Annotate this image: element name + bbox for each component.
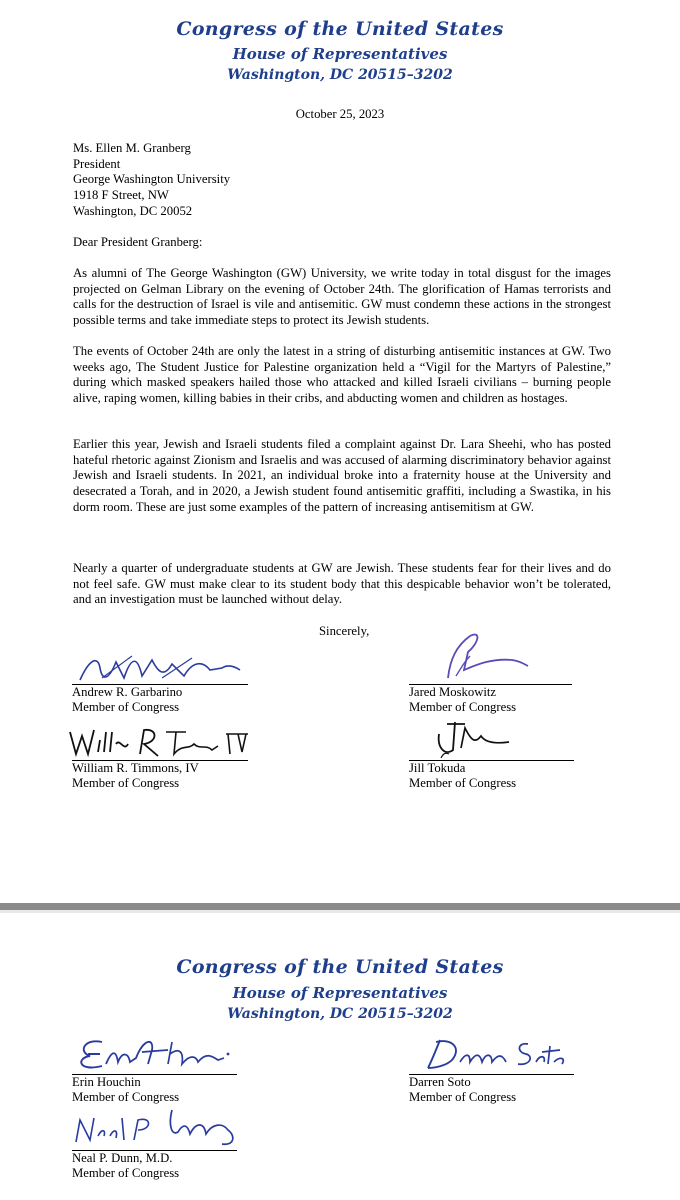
address-line: Ms. Ellen M. Granberg <box>73 141 191 155</box>
signer-title: Member of Congress <box>72 1090 180 1104</box>
signer-name: Jill Tokuda <box>409 761 466 775</box>
paragraph: The events of October 24th are only the latest in a string of disturbing antisemitic instances at GW. Two weeks ago, The Student Justice for Palestine organization held a “Vigil for the Martyrs of Palestine,” during which masked speakers hailed those who attacked and killed Israeli civilians – burning people alive, raping women, killing babies in their cribs, and abducting women and children as hostages. <box>73 344 611 406</box>
letter-date: October 25, 2023 <box>295 107 385 121</box>
signer-title: Member of Congress <box>409 776 517 790</box>
signer-name: William R. Timmons, IV <box>72 761 199 775</box>
recipient-address <box>73 141 230 220</box>
signer-title: Member of Congress <box>72 700 180 714</box>
signer-title: Member of Congress <box>409 700 517 714</box>
signature-moskowitz <box>420 630 540 685</box>
address-line: 1918 F Street, NW <box>73 188 169 203</box>
signature-tokuda <box>425 714 525 764</box>
signature-dunn <box>72 1106 247 1154</box>
letterhead-congress: Congress of the United States <box>176 18 504 40</box>
paragraph: As alumni of The George Washington (GW) University, we write today in total disgust for the images projected on Gelman Library on the evening of October 24th. The glorification of Hamas terrorists and calls for the destruction of Israel is vile and antisemitic. GW must condemn these actions in the strongest possible terms and take immediate steps to protect its Jewish students. <box>73 266 611 328</box>
signature-soto <box>422 1032 572 1074</box>
signer-title: Member of Congress <box>409 1090 517 1104</box>
letterhead-address: Washington, DC 20515–3202 <box>227 1006 453 1022</box>
signature-garbarino <box>72 648 247 688</box>
signer-title: Member of Congress <box>72 776 180 790</box>
letterhead-house: House of Representatives <box>232 984 448 1002</box>
address-line: George Washington University <box>73 172 231 187</box>
letterhead-house: House of Representatives <box>232 45 448 63</box>
signer-name: Andrew R. Garbarino <box>72 685 183 699</box>
signer-name: Darren Soto <box>409 1075 471 1089</box>
signer-title: Member of Congress <box>72 1166 180 1180</box>
closing: Sincerely, <box>319 624 370 638</box>
address-line: Washington, DC 20052 <box>73 203 193 218</box>
letterhead-congress: Congress of the United States <box>176 956 504 978</box>
letterhead-address: Washington, DC 20515–3202 <box>227 67 453 83</box>
signer-name: Erin Houchin <box>72 1075 141 1089</box>
address-line: President <box>73 156 121 171</box>
signer-name: Jared Moskowitz <box>409 685 497 699</box>
salutation: Dear President Granberg: <box>73 235 203 249</box>
signature-timmons <box>66 722 251 762</box>
paragraph: Nearly a quarter of undergraduate students at GW are Jewish. These students fear for their lives and do not feel safe. GW must make clear to its student body that this despicable behavior won’t be tolerated, and an investigation must be launched without delay. <box>73 561 611 607</box>
page-break-shadow <box>0 910 680 913</box>
paragraph: Earlier this year, Jewish and Israeli students filed a complaint against Dr. Lara Sheehi, who has posted hateful rhetoric against Zionism and Israelis and was accused of alarming discriminatory behavior against Jewish and Israeli students. In 2021, an individual broke into a fraternity house at the University and desecrated a Torah, and in 2020, a Jewish student found antisemitic graffiti, including a Swastika, in his dorm room. These are just some examples of the pattern of increasing antisemitism at GW. <box>73 437 611 514</box>
page-break <box>0 903 680 910</box>
signature-houchin <box>72 1030 237 1075</box>
signer-name: Neal P. Dunn, M.D. <box>72 1151 173 1165</box>
